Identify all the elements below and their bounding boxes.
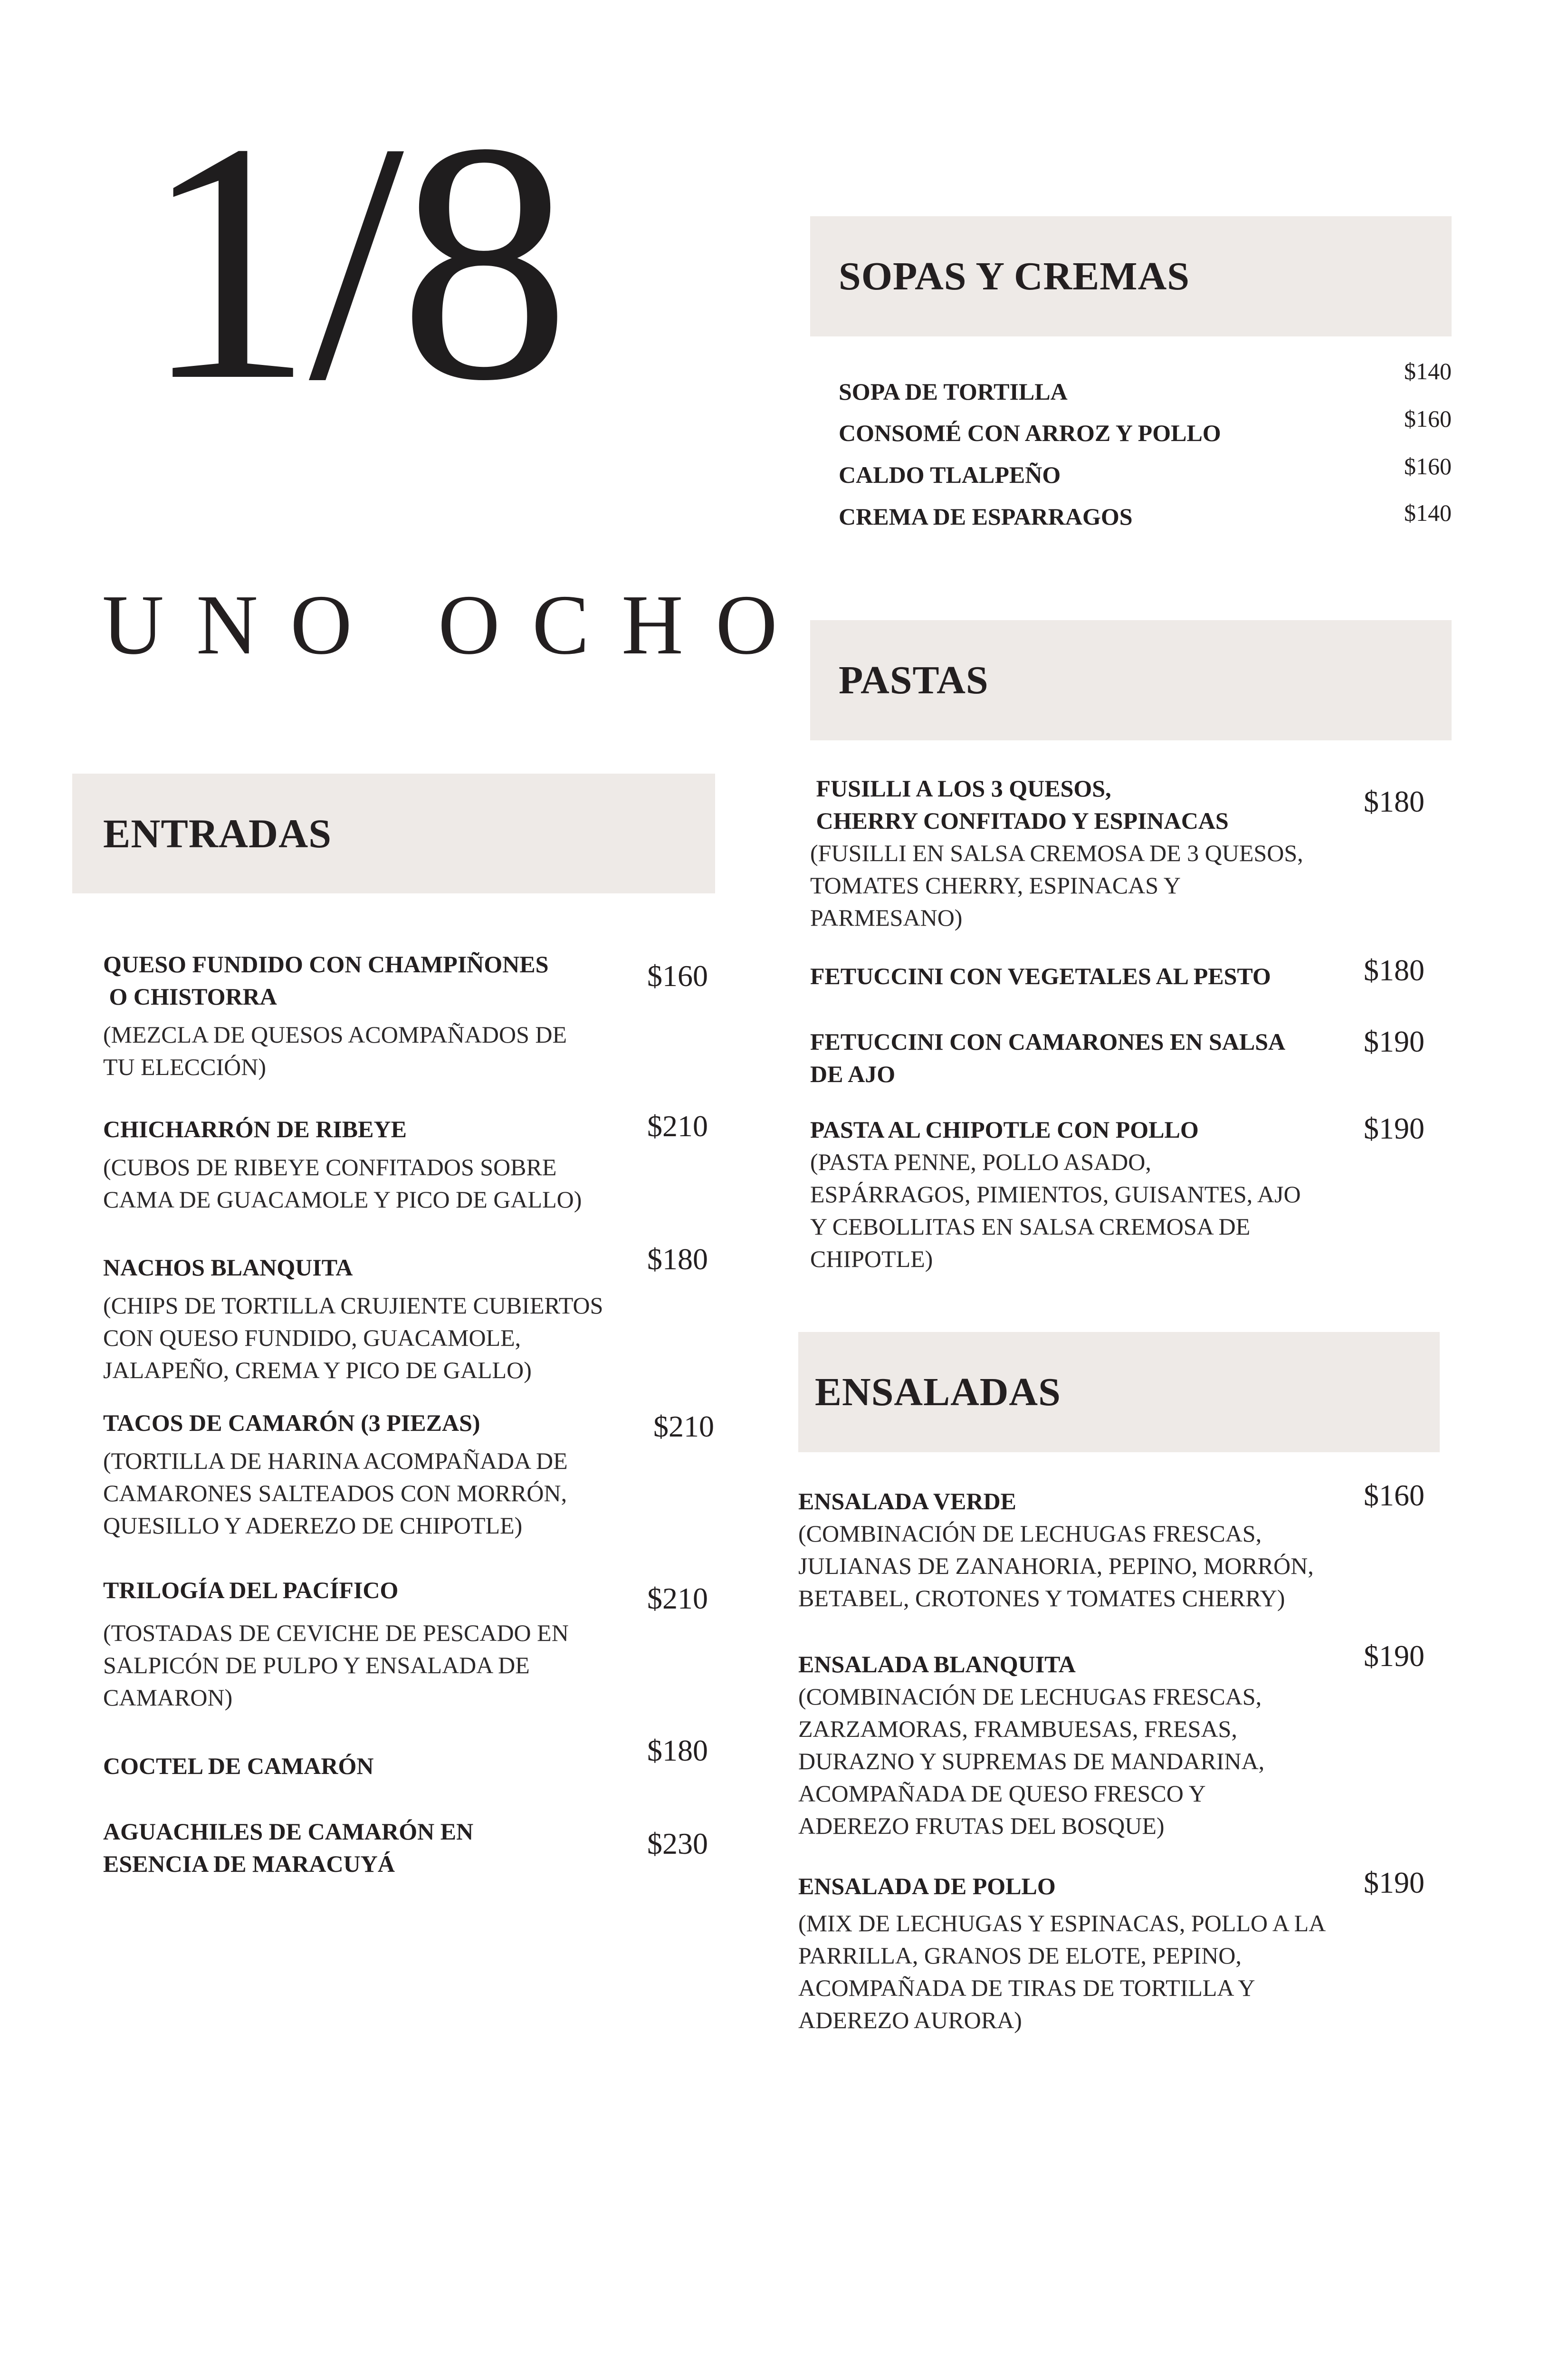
section-header-entradas — [72, 774, 715, 893]
section-title: ENTRADAS — [103, 811, 332, 856]
item-price: $210 — [653, 1409, 714, 1443]
item-name: CHICHARRÓN DE RIBEYE — [103, 1116, 407, 1142]
menu-item — [810, 772, 1303, 934]
item-price: $160 — [1404, 453, 1452, 479]
item-name: CONSOMÉ CON ARROZ Y POLLO — [839, 420, 1221, 446]
section-header-ensaladas — [798, 1332, 1440, 1452]
menu-item — [103, 948, 567, 1083]
item-description: (MEZCLA DE QUESOS ACOMPAÑADOS DE TU ELECCIÓN) — [103, 1021, 567, 1080]
menu-item — [839, 375, 1068, 408]
item-price: $160 — [647, 959, 708, 993]
item-price: $180 — [647, 1734, 708, 1767]
item-name: FUSILLI A LOS 3 QUESOS, CHERRY CONFITADO Y ESPINACAS — [816, 775, 1229, 834]
item-description: (PASTA PENNE, POLLO ASADO, ESPÁRRAGOS, PIMIENTOS, GUISANTES, AJO Y CEBOLLITAS EN SALSA CREMOSA DE CHIPOTLE) — [810, 1149, 1301, 1272]
menu-item — [798, 1485, 1314, 1614]
item-price: $190 — [1364, 1866, 1425, 1899]
menu-item — [798, 1648, 1264, 1842]
restaurant-name: UNO OCHO — [102, 577, 810, 672]
item-price: $180 — [1364, 953, 1425, 987]
menu-item — [103, 1815, 473, 1880]
item-description: (TORTILLA DE HARINA ACOMPAÑADA DE CAMARONES SALTEADOS CON MORRÓN, QUESILLO Y ADEREZO DE CHIPOTLE) — [103, 1447, 568, 1539]
logo-number: 1/8 — [143, 72, 566, 451]
item-description: (CUBOS DE RIBEYE CONFITADOS SOBRE CAMA DE GUACAMOLE Y PICO DE GALLO) — [103, 1154, 582, 1213]
item-name: COCTEL DE CAMARÓN — [103, 1753, 374, 1779]
item-price: $160 — [1364, 1478, 1425, 1512]
menu-item — [810, 1025, 1285, 1090]
item-price: $140 — [1404, 499, 1452, 526]
item-name: TRILOGÍA DEL PACÍFICO — [103, 1577, 399, 1603]
section-title: ENSALADAS — [815, 1370, 1061, 1414]
item-price: $180 — [1364, 785, 1425, 818]
item-description: (MIX DE LECHUGAS Y ESPINACAS, POLLO A LA PARRILLA, GRANOS DE ELOTE, PEPINO, ACOMPAÑADA DE TIRAS DE TORTILLA Y ADEREZO AURORA) — [798, 1910, 1326, 2033]
item-name: TACOS DE CAMARÓN (3 PIEZAS) — [103, 1409, 480, 1436]
item-name: ENSALADA BLANQUITA — [798, 1651, 1076, 1677]
item-name: FETUCCINI CON CAMARONES EN SALSA DE AJO — [810, 1028, 1286, 1087]
menu-item — [810, 1113, 1301, 1275]
item-name: ENSALADA DE POLLO — [798, 1873, 1056, 1899]
item-price: $190 — [1364, 1025, 1425, 1058]
section-title: SOPAS Y CREMAS — [839, 254, 1190, 298]
item-description: (FUSILLI EN SALSA CREMOSA DE 3 QUESOS, TOMATES CHERRY, ESPINACAS Y PARMESANO) — [810, 840, 1303, 931]
item-price: $190 — [1364, 1639, 1425, 1673]
menu-item — [839, 459, 1061, 491]
item-name: AGUACHILES DE CAMARÓN EN ESENCIA DE MARACUYÁ — [103, 1818, 474, 1877]
item-description: (COMBINACIÓN DE LECHUGAS FRESCAS, ZARZAMORAS, FRAMBUESAS, FRESAS, DURAZNO Y SUPREMAS DE MANDARINA, ACOMPAÑADA DE QUESO FRESCO Y ADEREZO FRUTAS DEL BOSQUE) — [798, 1683, 1265, 1839]
section-header-pastas — [810, 620, 1452, 740]
item-price: $190 — [1364, 1111, 1425, 1145]
item-name: NACHOS BLANQUITA — [103, 1254, 353, 1281]
item-name: CREMA DE ESPARRAGOS — [839, 503, 1133, 530]
menu-item — [103, 1251, 603, 1386]
item-price: $160 — [1404, 405, 1452, 432]
item-name: CALDO TLALPEÑO — [839, 461, 1061, 488]
item-name: PASTA AL CHIPOTLE CON POLLO — [810, 1116, 1199, 1143]
item-price: $210 — [647, 1581, 708, 1615]
section-header-sopas — [810, 216, 1452, 336]
menu-item — [839, 500, 1133, 533]
item-name: SOPA DE TORTILLA — [839, 378, 1068, 405]
item-name: QUESO FUNDIDO CON CHAMPIÑONES O CHISTORRA — [103, 951, 549, 1010]
item-price: $230 — [647, 1827, 708, 1860]
menu-item — [103, 1407, 568, 1542]
item-name: ENSALADA VERDE — [798, 1488, 1016, 1514]
menu-item — [103, 1574, 569, 1714]
item-description: (COMBINACIÓN DE LECHUGAS FRESCAS, JULIANAS DE ZANAHORIA, PEPINO, MORRÓN, BETABEL, CROTONES Y TOMATES CHERRY) — [798, 1520, 1314, 1611]
menu-item — [798, 1870, 1326, 2036]
item-price: $180 — [647, 1242, 708, 1276]
section-title: PASTAS — [839, 658, 989, 702]
item-price: $140 — [1404, 358, 1452, 384]
menu-item — [839, 417, 1221, 449]
menu-item — [810, 960, 1271, 992]
item-price: $210 — [647, 1109, 708, 1143]
item-description: (TOSTADAS DE CEVICHE DE PESCADO EN SALPICÓN DE PULPO Y ENSALADA DE CAMARON) — [103, 1619, 569, 1711]
menu-item — [103, 1113, 582, 1216]
menu-item — [103, 1750, 373, 1782]
item-name: FETUCCINI CON VEGETALES AL PESTO — [810, 963, 1271, 989]
item-description: (CHIPS DE TORTILLA CRUJIENTE CUBIERTOS CON QUESO FUNDIDO, GUACAMOLE, JALAPEÑO, CREMA Y PICO DE GALLO) — [103, 1292, 603, 1383]
